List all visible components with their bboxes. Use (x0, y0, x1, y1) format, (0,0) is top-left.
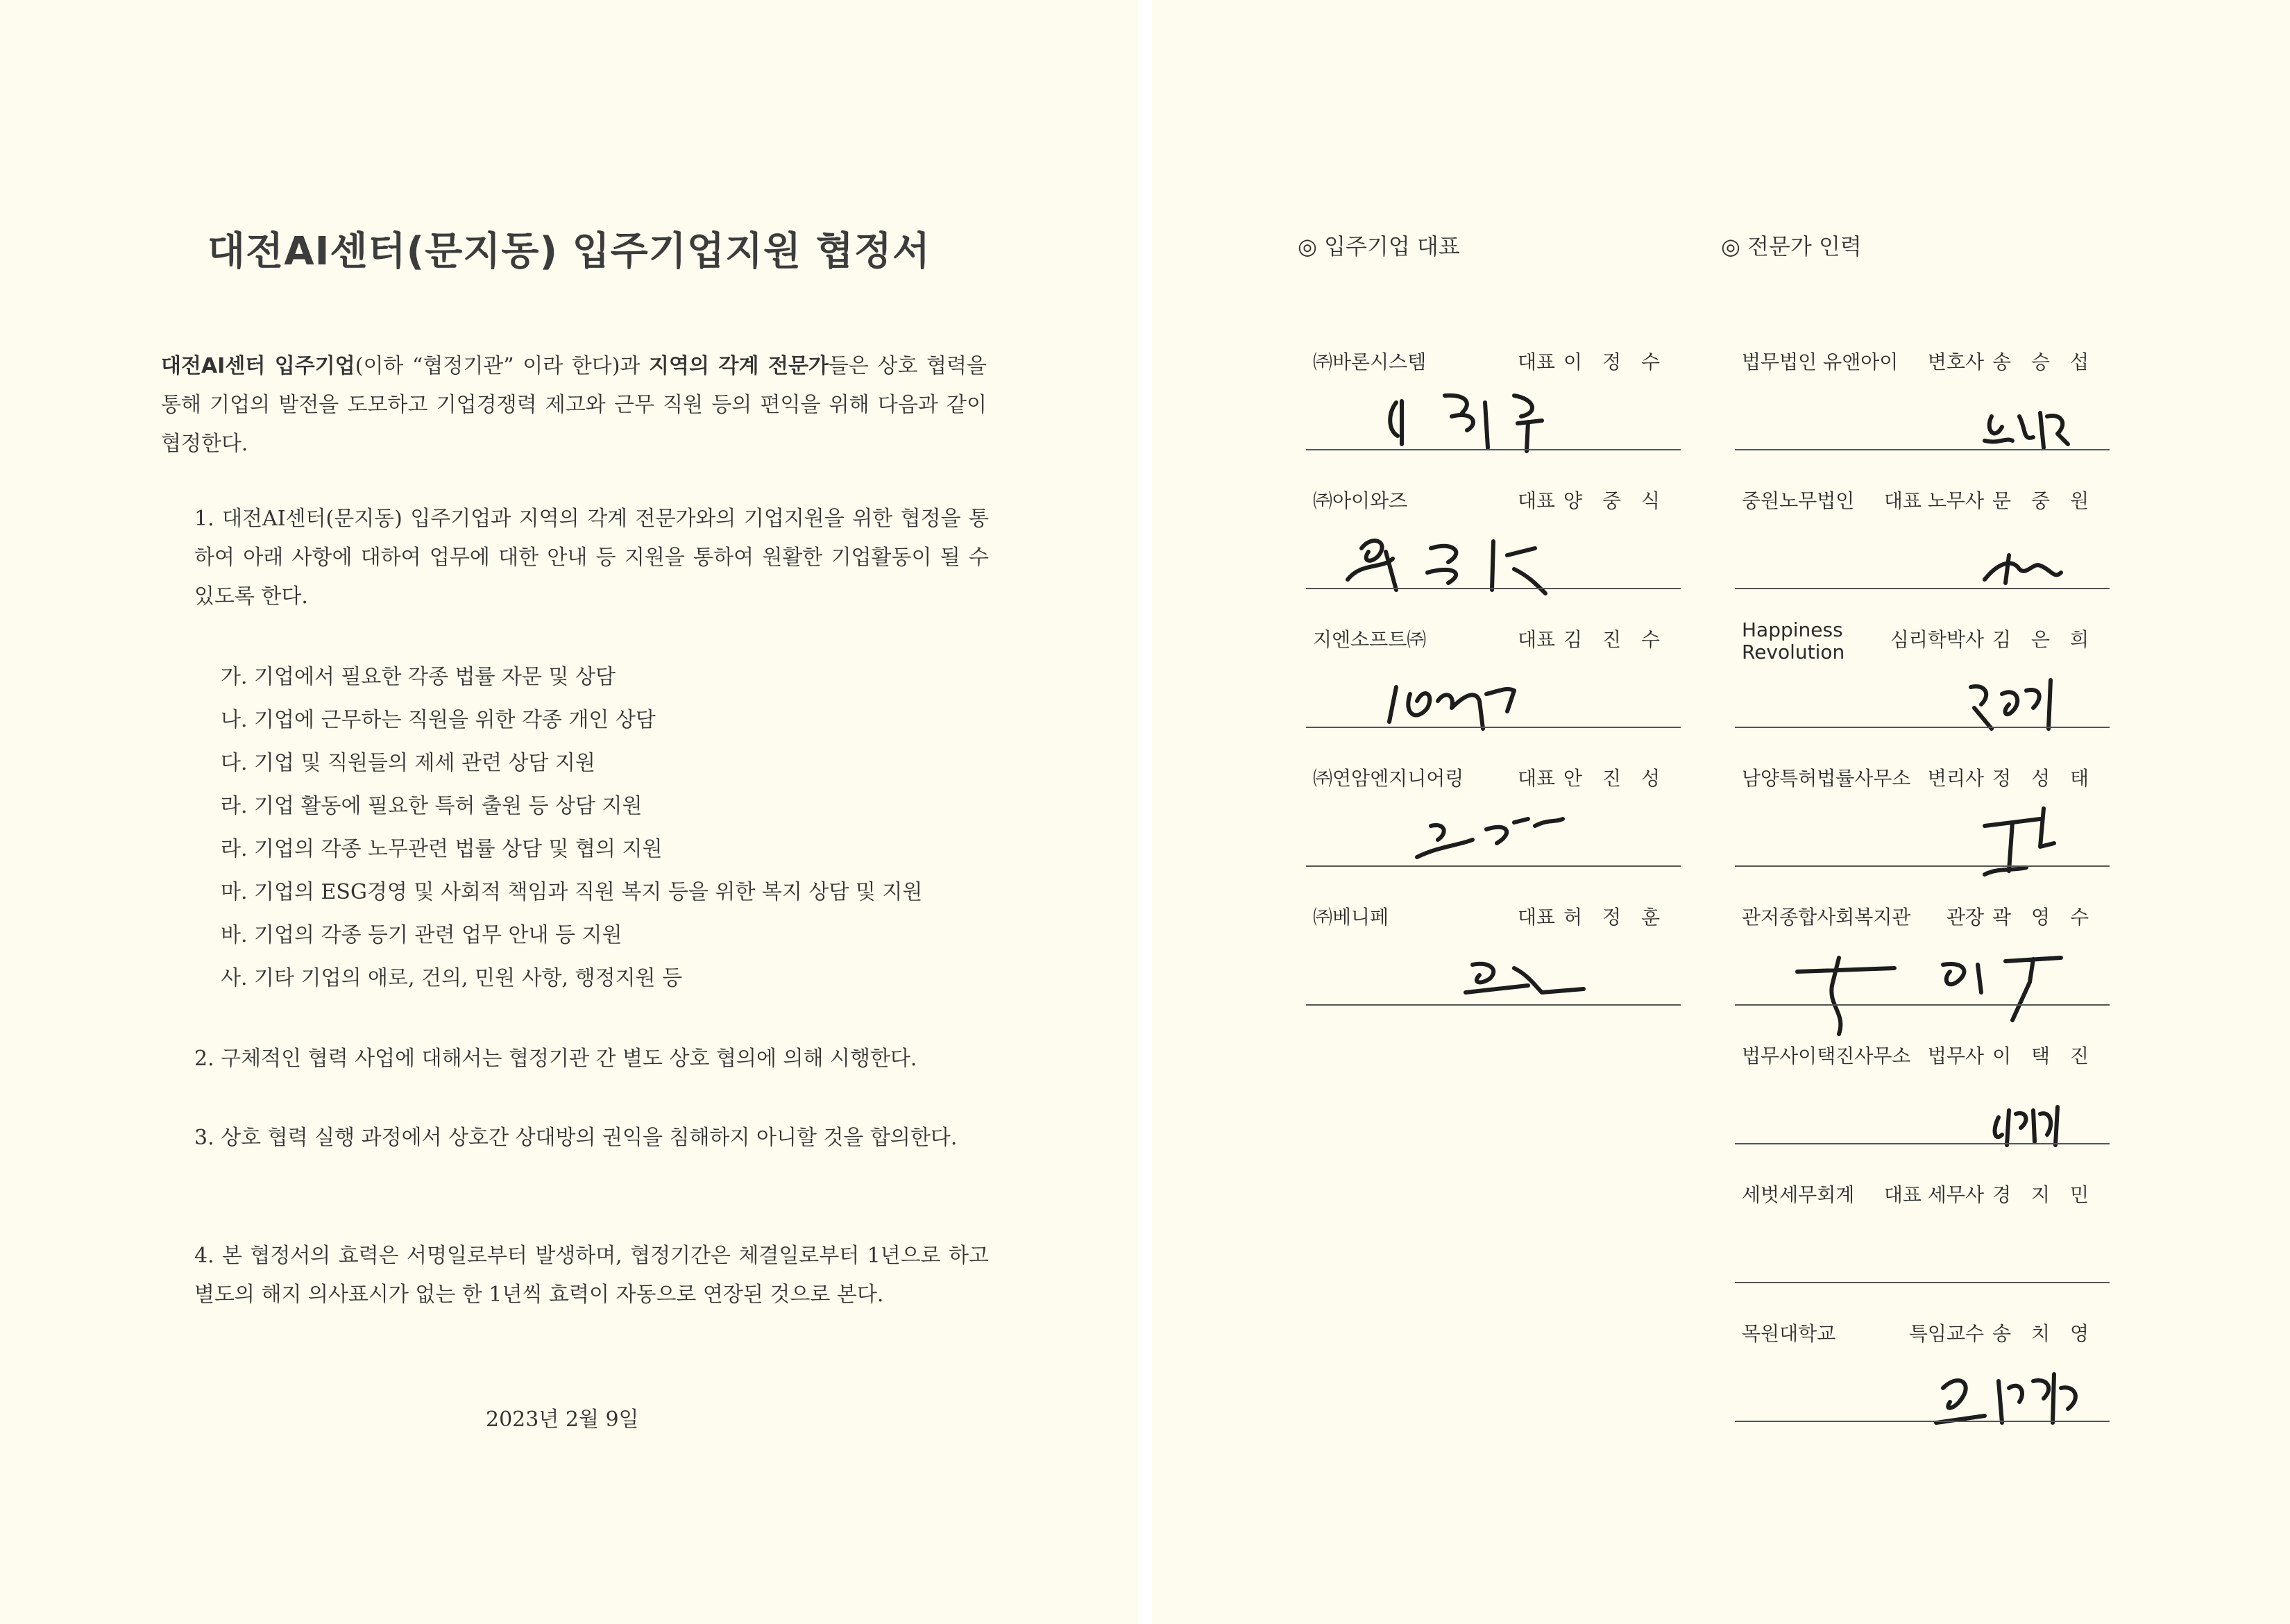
expert-signature-block (1735, 618, 2110, 753)
experts-heading: ◎ 전문가 인력 (1721, 233, 1862, 260)
expert-organization: 목원대학교 (1742, 1322, 1836, 1345)
handwritten-signature (1735, 791, 2110, 874)
representative-title: 대표 (1517, 350, 1556, 373)
clause-3: 3. 상호 협력 실행 과정에서 상호간 상대방의 권익을 침해하지 아니할 것을 합의한다. (194, 1126, 958, 1150)
representative-title: 대표 (1517, 628, 1556, 651)
representative (1928, 1041, 2096, 1069)
handwritten-signature (1735, 1069, 2110, 1152)
representative (1890, 625, 2096, 652)
representative-name: 이 정 수 (1563, 350, 1667, 373)
representative-name: 양 중 식 (1563, 489, 1667, 512)
expert-signature-block (1735, 1180, 2110, 1308)
list-item: 다. 기업 및 직원들의 제세 관련 상담 지원 (221, 751, 595, 775)
representative-name: 경 지 민 (1992, 1183, 2096, 1206)
company-name: ㈜연암엔지니어링 (1313, 767, 1464, 790)
handwritten-signature (1306, 375, 1681, 458)
signature-line (1735, 727, 2110, 728)
expert-signature-block (1735, 347, 2110, 475)
expert-signature-block (1735, 1319, 2110, 1447)
handwritten-signature (1735, 1346, 2110, 1430)
company-name: 지엔소프트㈜ (1313, 628, 1427, 651)
intro-bold-experts: 지역의 각계 전문가 (649, 354, 829, 378)
company-name: ㈜바론시스템 (1313, 350, 1427, 373)
representative-name: 문 중 원 (1992, 489, 2096, 512)
representative-title: 법무사 (1927, 1044, 1985, 1067)
companies-heading: ◎ 입주기업 대표 (1298, 233, 1460, 260)
handwritten-signature (1306, 514, 1681, 597)
list-item: 라. 기업의 각종 노무관련 법률 상담 및 협의 지원 (221, 837, 663, 861)
company-signature-block (1306, 625, 1681, 753)
list-item: 바. 기업의 각종 등기 관련 업무 안내 등 지원 (221, 923, 622, 947)
representative (1928, 347, 2096, 375)
representative (1518, 486, 1667, 514)
list-item: 나. 기업에 근무하는 직원을 위한 각종 개인 상담 (221, 708, 656, 732)
representative-name: 송 승 섭 (1992, 350, 2096, 373)
signature-line (1306, 727, 1681, 728)
representative-name: 허 정 훈 (1563, 906, 1667, 929)
representative (1884, 486, 2096, 514)
expert-organization: 중원노무법인 (1742, 489, 1855, 512)
representative (1928, 763, 2096, 791)
representative (1518, 763, 1667, 791)
signature-line (1735, 449, 2110, 450)
clause-4: 4. 본 협정서의 효력은 서명일로부터 발생하며, 협정기간은 체결일로부터 1년으로 하고 별도의 해지 의사표시가 없는 한 1년씩 효력이 자동으로 연장된 것으로 본다. (194, 1244, 989, 1307)
agreement-page-left (0, 0, 1138, 1624)
representative-name: 송 치 영 (1992, 1322, 2096, 1345)
intro-text-2: 들은 상호 협력을 통해 기업의 발전을 도모하고 기업경쟁력 제고와 근무 직원 등의 편익을 위해 다음과 같이 협정한다. (161, 354, 987, 456)
intro-text-1: (이하 “협정기관” 이라 한다)과 (355, 354, 650, 378)
company-name: ㈜베니페 (1313, 906, 1389, 929)
signature-line (1306, 588, 1681, 589)
handwritten-signature (1306, 791, 1681, 874)
intro-bold-companies: 대전AI센터 입주기업 (161, 354, 355, 378)
signature-line (1306, 865, 1681, 867)
expert-signature-block (1735, 1041, 2110, 1169)
list-item: 라. 기업 활동에 필요한 특허 출원 등 상담 지원 (221, 794, 643, 818)
representative-name: 곽 영 수 (1992, 906, 2096, 929)
representative (1884, 1180, 2096, 1208)
representative-name: 이 택 진 (1992, 1044, 2096, 1067)
representative-title: 대표 세무사 (1883, 1183, 1985, 1206)
document-title: 대전AI센터(문지동) 입주기업지원 협정서 (207, 229, 931, 274)
expert-signature-block (1735, 763, 2110, 892)
signature-line (1735, 1004, 2110, 1006)
handwritten-signature (1735, 652, 2110, 736)
expert-signature-block (1735, 486, 2110, 614)
handwritten-signature (1306, 930, 1681, 1013)
signature-line (1735, 588, 2110, 589)
expert-signature-block (1735, 902, 2110, 1031)
company-signature-block (1306, 902, 1681, 1031)
support-items-list (221, 656, 922, 1000)
signature-line (1735, 1421, 2110, 1422)
representative-title: 심리학박사 (1890, 628, 1985, 651)
representative-title: 대표 (1517, 906, 1556, 929)
agreement-page-right (1152, 0, 2290, 1624)
signature-line (1735, 1282, 2110, 1283)
list-item: 마. 기업의 ESG경영 및 사회적 책임과 직원 복지 등을 위한 복지 상담 및 지원 (221, 880, 923, 904)
representative-title: 변호사 (1927, 350, 1985, 373)
signature-line (1306, 1004, 1681, 1006)
expert-organization: 관저종합사회복지관 (1742, 906, 1911, 929)
representative-title: 대표 (1517, 767, 1556, 790)
expert-organization: 법무사이택진사무소 (1742, 1044, 1911, 1067)
list-item: 사. 기타 기업의 애로, 건의, 민원 사항, 행정지원 등 (221, 966, 683, 990)
handwritten-signature (1306, 652, 1681, 736)
expert-organization: 세벗세무회계 (1742, 1183, 1855, 1206)
signature-line (1306, 449, 1681, 450)
company-signature-block (1306, 763, 1681, 892)
representative-title: 대표 노무사 (1883, 489, 1985, 512)
company-name: ㈜아이와즈 (1313, 489, 1408, 512)
handwritten-signature (1735, 375, 2110, 458)
representative-name: 정 성 태 (1992, 767, 2096, 790)
company-signature-block (1306, 486, 1681, 614)
representative-name: 안 진 성 (1563, 767, 1667, 790)
expert-organization: 남양특허법률사무소 (1742, 767, 1911, 790)
clause-1: 1. 대전AI센터(문지동) 입주기업과 지역의 각계 전문가와의 기업지원을 위한 협정을 통하여 아래 사항에 대하여 업무에 대한 안내 등 지원을 통하여 원활한 기업활동이 될 수 있도록 한다. (194, 507, 989, 609)
representative-name: 김 진 수 (1563, 628, 1667, 651)
representative-name: 김 은 희 (1992, 628, 2096, 651)
expert-organization: Happiness Revolution (1742, 618, 1845, 663)
representative (1946, 902, 2096, 930)
expert-organization: 법무법인 유앤아이 (1742, 350, 1899, 373)
signature-line (1735, 865, 2110, 867)
company-signature-block (1306, 347, 1681, 475)
list-item: 가. 기업에서 필요한 각종 법률 자문 및 상담 (221, 665, 616, 689)
representative (1518, 902, 1667, 930)
representative-title: 관장 (1946, 906, 1985, 929)
signing-date: 2023년 2월 9일 (486, 1407, 639, 1432)
representative (1909, 1319, 2096, 1346)
signature-line (1735, 1143, 2110, 1144)
representative-title: 대표 (1517, 489, 1556, 512)
intro-paragraph (161, 347, 987, 464)
representative (1518, 347, 1667, 375)
representative-title: 변리사 (1927, 767, 1985, 790)
handwritten-signature (1735, 514, 2110, 597)
representative-title: 특임교수 (1908, 1322, 1985, 1345)
handwritten-signature (1735, 930, 2110, 1013)
clause-2: 2. 구체적인 협력 사업에 대해서는 협정기관 간 별도 상호 협의에 의해 시행한다. (194, 1047, 917, 1071)
representative (1518, 625, 1667, 652)
